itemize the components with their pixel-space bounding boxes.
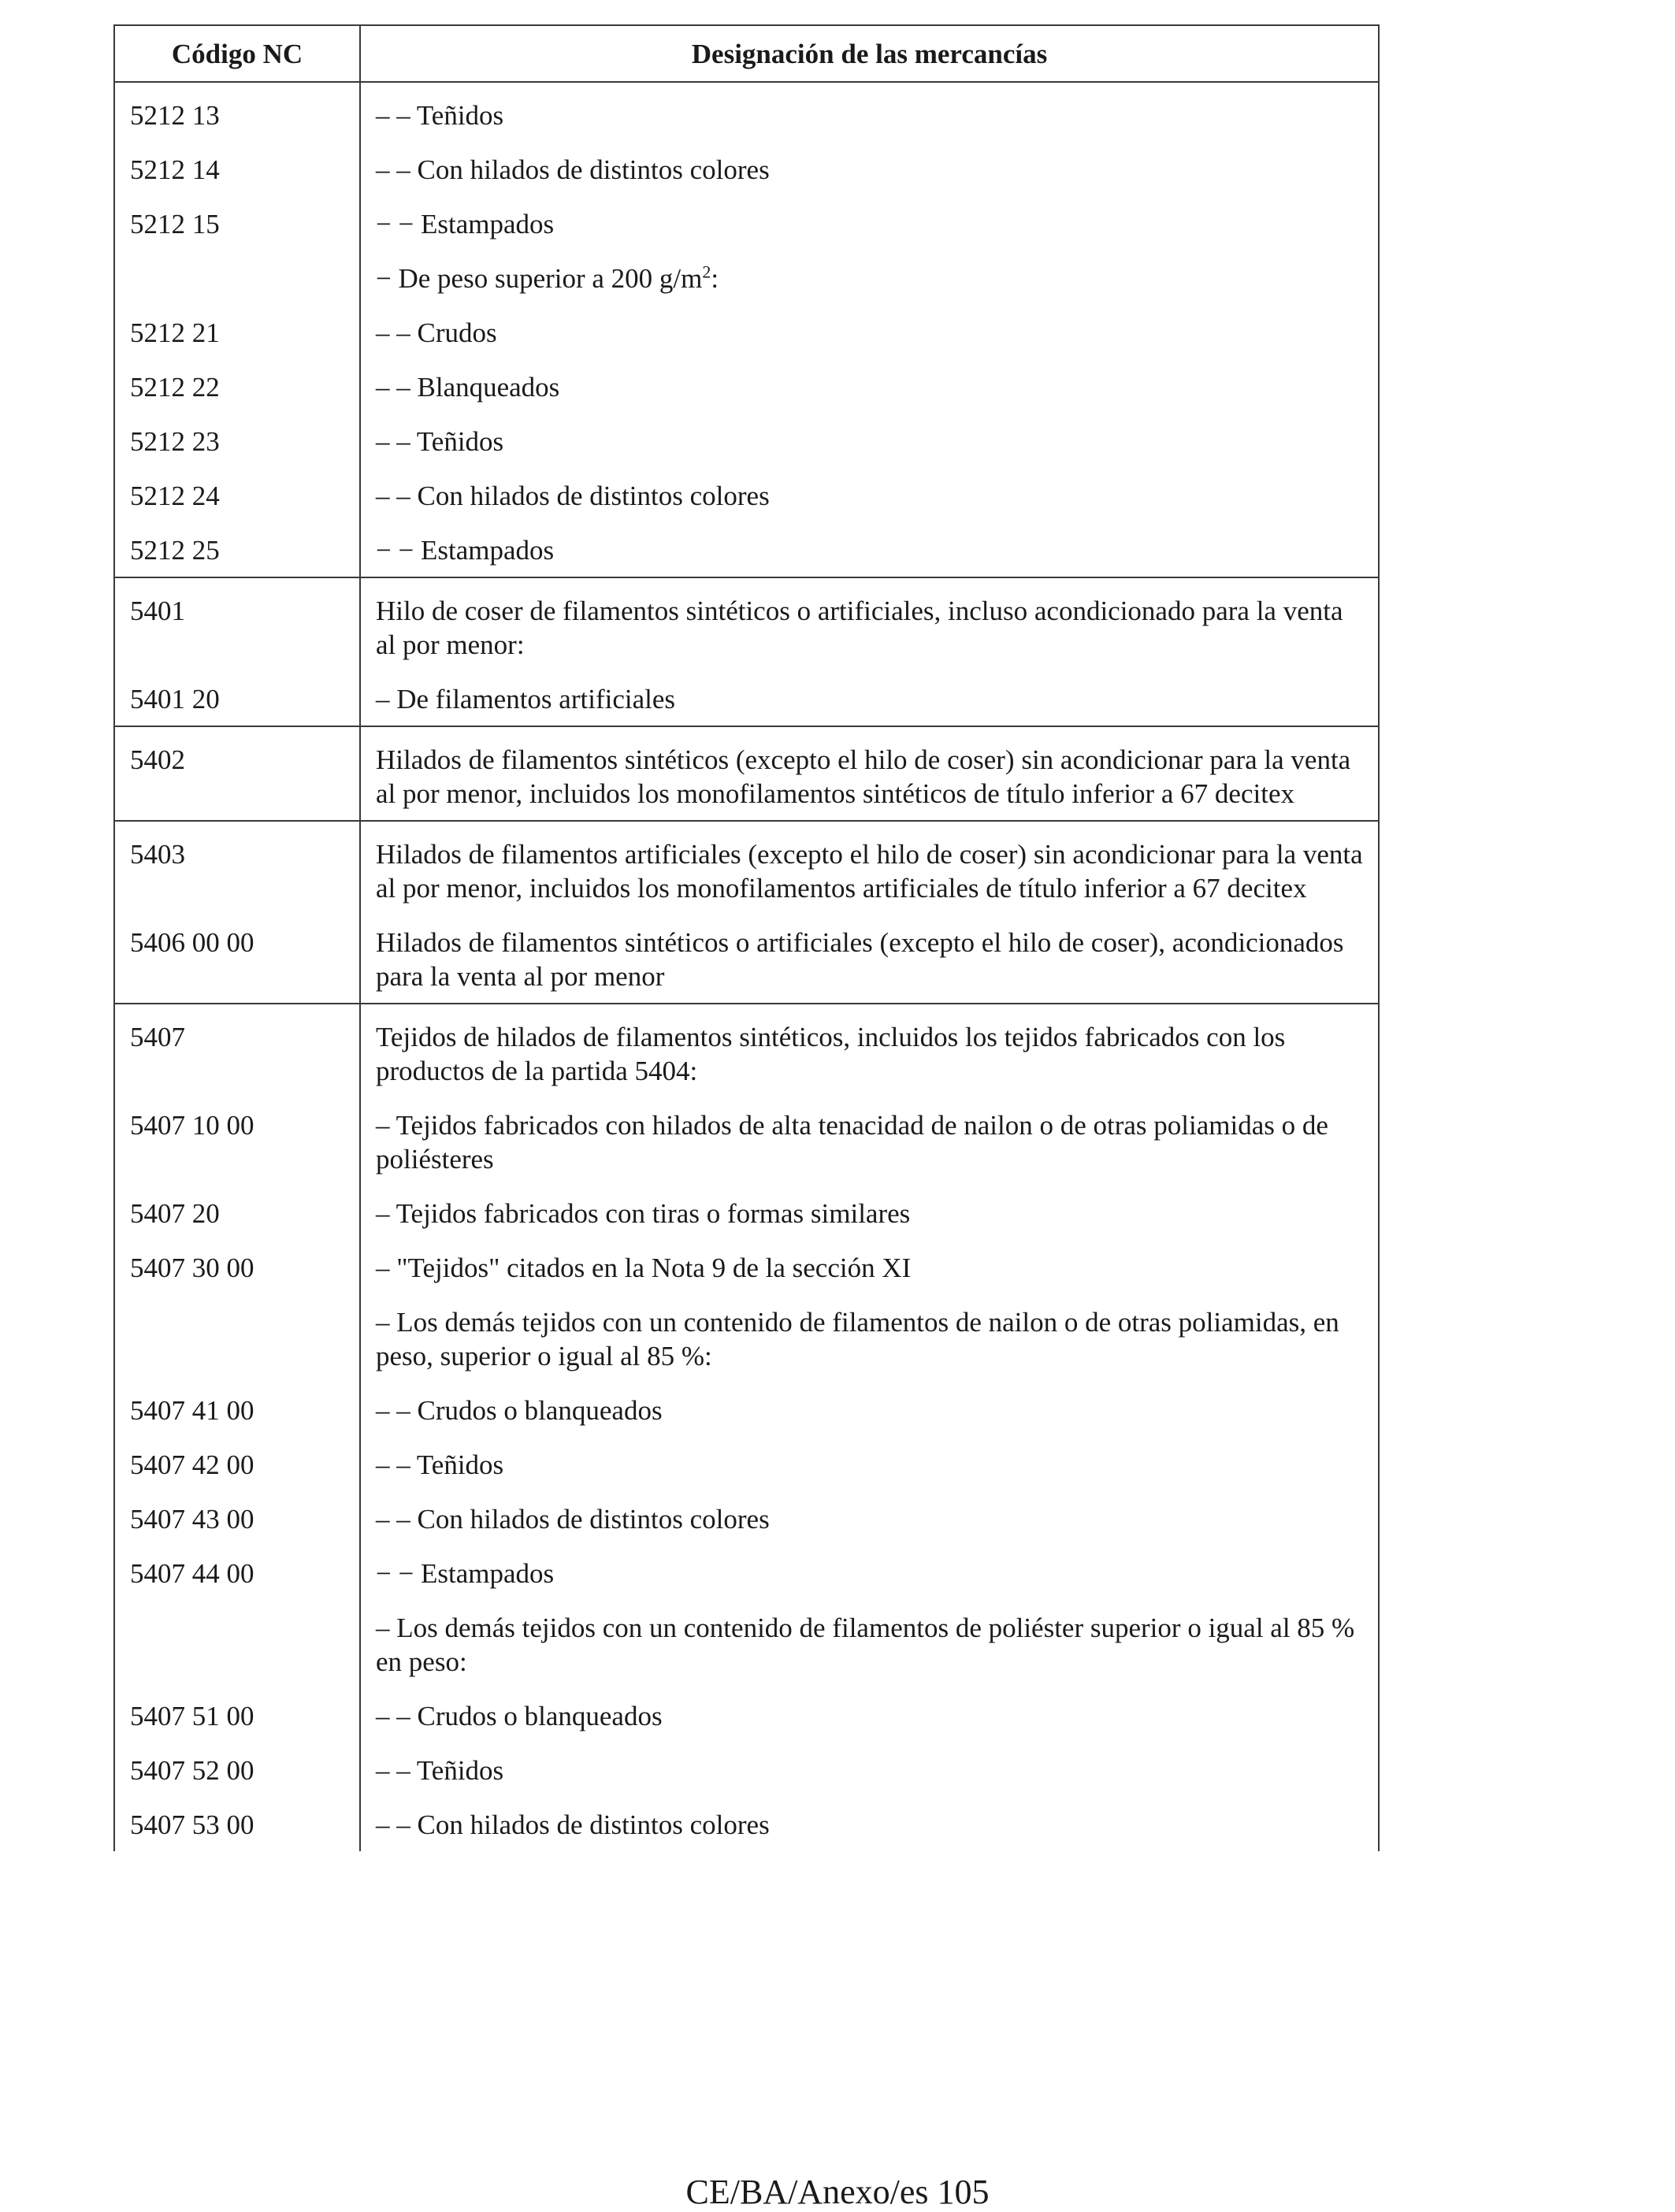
designation-cell: – – Con hilados de distintos colores <box>360 458 1379 513</box>
table-row <box>114 577 1379 662</box>
table-row <box>114 726 1379 821</box>
designation-cell: Hilados de filamentos sintéticos (excepto el hilo de coser) sin acondicionar para la venta al por menor, incluidos los monofilamentos sintéticos de título inferior a 67 decitex <box>360 726 1379 821</box>
cn-code-cell: 5212 23 <box>114 404 360 458</box>
table-row <box>114 513 1379 577</box>
table-row <box>114 295 1379 350</box>
cn-code-cell <box>114 1285 360 1373</box>
table-row <box>114 458 1379 513</box>
designation-cell: Hilados de filamentos sintéticos o artificiales (excepto el hilo de coser), acondicionados para la venta al por menor <box>360 905 1379 1004</box>
cn-code-cell: 5401 20 <box>114 662 360 726</box>
table-row <box>114 132 1379 187</box>
table-row <box>114 1088 1379 1176</box>
table-row <box>114 350 1379 404</box>
table-row <box>114 1482 1379 1536</box>
column-header-designation: Designación de las mercancías <box>360 25 1379 82</box>
page-reference: CE/BA/Anexo/es 105 <box>685 2173 990 2211</box>
row-group <box>114 821 1379 1004</box>
table-row <box>114 1733 1379 1787</box>
cn-code-cell: 5401 <box>114 577 360 662</box>
designation-cell: – – Blanqueados <box>360 350 1379 404</box>
designation-cell: – Tejidos fabricados con tiras o formas similares <box>360 1176 1379 1230</box>
designation-cell: – – Con hilados de distintos colores <box>360 1787 1379 1851</box>
designation-cell: Hilados de filamentos artificiales (excepto el hilo de coser) sin acondicionar para la venta al por menor, incluidos los monofilamentos artificiales de título inferior a 67 decitex <box>360 821 1379 905</box>
designation-cell: – – Con hilados de distintos colores <box>360 132 1379 187</box>
designation-cell: Hilo de coser de filamentos sintéticos o artificiales, incluso acondicionado para la venta al por menor: <box>360 577 1379 662</box>
designation-cell: – – Crudos <box>360 295 1379 350</box>
table-row <box>114 1679 1379 1733</box>
cn-code-cell: 5407 44 00 <box>114 1536 360 1590</box>
table-row <box>114 1176 1379 1230</box>
cn-code-cell: 5212 15 <box>114 187 360 241</box>
designation-text: − De peso superior a 200 g/m <box>376 263 703 294</box>
cn-code-cell: 5407 41 00 <box>114 1373 360 1427</box>
tariff-table <box>113 24 1380 1851</box>
cn-code-cell: 5212 14 <box>114 132 360 187</box>
cn-code-cell: 5407 30 00 <box>114 1230 360 1285</box>
table-header <box>114 25 1379 82</box>
row-group <box>114 577 1379 726</box>
designation-cell: – "Tejidos" citados en la Nota 9 de la sección XI <box>360 1230 1379 1285</box>
table-row <box>114 404 1379 458</box>
table-row <box>114 82 1379 132</box>
header-row <box>114 25 1379 82</box>
cn-code-cell: 5407 10 00 <box>114 1088 360 1176</box>
cn-code-cell: 5407 51 00 <box>114 1679 360 1733</box>
row-group <box>114 1004 1379 1851</box>
designation-cell <box>360 241 1379 295</box>
designation-cell: − − Estampados <box>360 1536 1379 1590</box>
cn-code-cell: 5407 53 00 <box>114 1787 360 1851</box>
table-row <box>114 1536 1379 1590</box>
cn-code-cell: 5212 25 <box>114 513 360 577</box>
designation-cell: – Tejidos fabricados con hilados de alta tenacidad de nailon o de otras poliamidas o de poliésteres <box>360 1088 1379 1176</box>
designation-cell: – – Teñidos <box>360 1733 1379 1787</box>
cn-code-cell: 5407 <box>114 1004 360 1088</box>
cn-code-cell <box>114 241 360 295</box>
designation-cell: – – Teñidos <box>360 82 1379 132</box>
table-row <box>114 821 1379 905</box>
cn-code-cell: 5212 21 <box>114 295 360 350</box>
designation-cell: Tejidos de hilados de filamentos sintéticos, incluidos los tejidos fabricados con los productos de la partida 5404: <box>360 1004 1379 1088</box>
cn-code-cell: 5407 20 <box>114 1176 360 1230</box>
designation-cell: – – Crudos o blanqueados <box>360 1679 1379 1733</box>
cn-code-cell: 5212 13 <box>114 82 360 132</box>
column-header-code: Código NC <box>114 25 360 82</box>
table-row <box>114 1427 1379 1482</box>
superscript: 2 <box>702 262 711 282</box>
table-row <box>114 1590 1379 1679</box>
cn-code-cell: 5402 <box>114 726 360 821</box>
cn-code-cell <box>114 1590 360 1679</box>
cn-code-cell: 5407 52 00 <box>114 1733 360 1787</box>
table-row <box>114 662 1379 726</box>
cn-code-cell: 5406 00 00 <box>114 905 360 1004</box>
table-row <box>114 1373 1379 1427</box>
designation-cell: – Los demás tejidos con un contenido de filamentos de nailon o de otras poliamidas, en peso, superior o igual al 85 %: <box>360 1285 1379 1373</box>
designation-suffix: : <box>711 263 719 294</box>
table-row <box>114 1787 1379 1851</box>
designation-cell: − − Estampados <box>360 513 1379 577</box>
row-group <box>114 726 1379 821</box>
cn-code-cell: 5212 24 <box>114 458 360 513</box>
designation-cell: − − Estampados <box>360 187 1379 241</box>
table-row <box>114 1004 1379 1088</box>
row-group <box>114 82 1379 577</box>
designation-cell: – – Crudos o blanqueados <box>360 1373 1379 1427</box>
table-row <box>114 905 1379 1004</box>
table-row <box>114 241 1379 295</box>
table-row <box>114 1230 1379 1285</box>
cn-code-cell: 5212 22 <box>114 350 360 404</box>
table-row <box>114 187 1379 241</box>
table-row <box>114 1285 1379 1373</box>
designation-cell: – – Con hilados de distintos colores <box>360 1482 1379 1536</box>
designation-cell: – Los demás tejidos con un contenido de filamentos de poliéster superior o igual al 85 % en peso: <box>360 1590 1379 1679</box>
cn-code-cell: 5407 42 00 <box>114 1427 360 1482</box>
cn-code-cell: 5403 <box>114 821 360 905</box>
cn-code-cell: 5407 43 00 <box>114 1482 360 1536</box>
designation-cell: – – Teñidos <box>360 1427 1379 1482</box>
designation-cell: – De filamentos artificiales <box>360 662 1379 726</box>
designation-cell: – – Teñidos <box>360 404 1379 458</box>
